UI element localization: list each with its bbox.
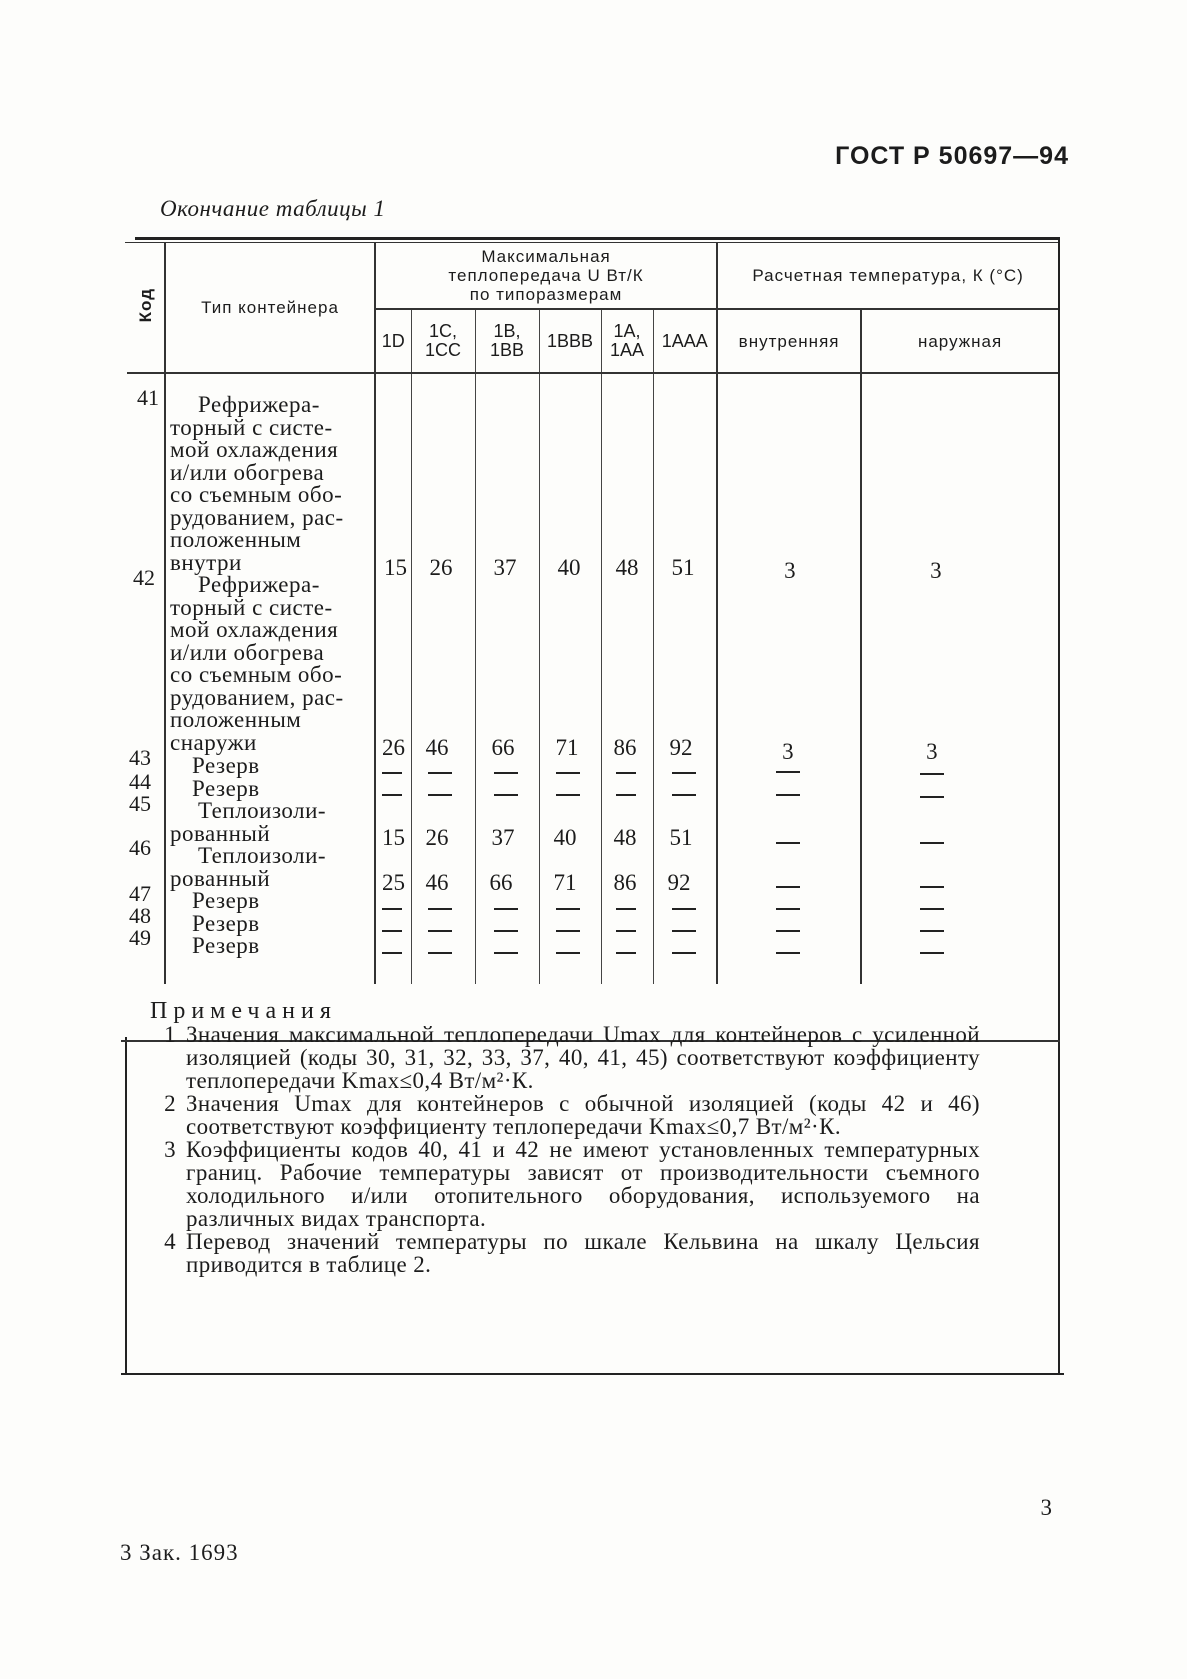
dash-49-1b bbox=[494, 952, 518, 954]
dash-48-1c bbox=[428, 930, 452, 932]
notes bbox=[150, 1000, 980, 1276]
value-45-1a: 48 bbox=[613, 825, 637, 850]
dash-44-1bbb bbox=[556, 794, 580, 796]
dash-49-1bbb bbox=[556, 952, 580, 954]
value-42-1d: 26 bbox=[382, 735, 405, 760]
code-48: 48 bbox=[129, 903, 151, 928]
dash-43-1a bbox=[616, 772, 636, 774]
dash-49-1a bbox=[616, 952, 636, 954]
dash-47-1b bbox=[494, 908, 518, 910]
dash-43-1d bbox=[382, 772, 402, 774]
dash-48-1d bbox=[382, 930, 402, 932]
type-column bbox=[165, 373, 375, 984]
frame-top-rule bbox=[135, 237, 1060, 240]
standard-number: ГОСТ Р 50697—94 bbox=[835, 142, 1069, 170]
type-43: Резерв bbox=[192, 753, 260, 778]
header-size-1aaa: 1ААА bbox=[653, 309, 717, 373]
inner-temp-column bbox=[717, 373, 861, 984]
value-45-1d: 15 bbox=[382, 825, 405, 850]
header-type: Тип контейнера bbox=[165, 243, 375, 373]
page-number: 3 bbox=[1040, 1495, 1052, 1520]
dash-49-1d bbox=[382, 952, 402, 954]
frame-left-rule bbox=[125, 1037, 127, 1373]
header-inner: внутренняя bbox=[717, 309, 861, 373]
dash-49-1c bbox=[428, 952, 452, 954]
dash-43-1aaa bbox=[672, 772, 696, 774]
value-41-1d: 15 bbox=[384, 555, 407, 580]
values-column-1d bbox=[375, 373, 411, 984]
type-41: Рефрижера- торный с систе- мой охлаждения и/или обогрева со съемным обо- рудованием, рас- положенным внутри bbox=[170, 392, 344, 575]
dash-43-outer bbox=[920, 773, 944, 775]
code-42: 42 bbox=[133, 565, 155, 590]
code-46: 46 bbox=[129, 835, 151, 860]
dash-47-1aaa bbox=[672, 908, 696, 910]
dash-47-outer bbox=[920, 908, 944, 910]
value-42-1b: 66 bbox=[491, 735, 515, 760]
header-outer: наружная bbox=[861, 309, 1058, 373]
header-heat-transfer: Максимальная теплопередача U Вт/К по типоразмерам bbox=[375, 243, 717, 309]
inner-41: 3 bbox=[784, 558, 796, 583]
type-45: Теплоизоли- рованный bbox=[170, 798, 327, 846]
code-43: 43 bbox=[129, 745, 151, 770]
frame-right-rule bbox=[1058, 237, 1060, 1373]
note-2: 2 Значения Umax для контейнеров с обычной изоляцией (коды 42 и 46) соответствуют коэффициенту теплопередачи Kmax≤0,7 Вт/м²·К. bbox=[164, 1091, 980, 1139]
type-44: Резерв bbox=[192, 776, 260, 801]
dash-47-1a bbox=[616, 908, 636, 910]
value-41-1a: 48 bbox=[615, 555, 639, 580]
value-46-1b: 66 bbox=[489, 870, 513, 895]
header-code: Код bbox=[127, 243, 165, 373]
outer-temp-column bbox=[861, 373, 1058, 984]
type-47: Резерв bbox=[192, 888, 260, 913]
dash-44-outer bbox=[920, 796, 944, 798]
dash-46-inner bbox=[776, 886, 800, 888]
note-3: 3 Коэффициенты кодов 40, 41 и 42 не имеют установленных температурных границ. Рабочие температуры зависят от производительности съемного холодильного и/или отопительного оборудования, используемого на различных видах транспорта. bbox=[164, 1137, 980, 1231]
type-42: Рефрижера- торный с систе- мой охлаждения и/или обогрева со съемным обо- рудованием, рас- положенным снаружи bbox=[170, 572, 344, 755]
value-41-1b: 37 bbox=[493, 555, 517, 580]
dash-49-1aaa bbox=[672, 952, 696, 954]
dash-47-1c bbox=[428, 908, 452, 910]
order-number: 3 Зак. 1693 bbox=[120, 1540, 239, 1565]
value-45-1bbb: 40 bbox=[553, 825, 577, 850]
outer-42: 3 bbox=[926, 739, 938, 764]
value-45-1aaa: 51 bbox=[669, 825, 693, 850]
code-41: 41 bbox=[137, 385, 159, 410]
dash-48-inner bbox=[776, 930, 800, 932]
dash-48-1a bbox=[616, 930, 636, 932]
note-1: 1 Значения максимальной теплопередачи Umax для контейнеров с усиленной изоляцией (коды 30, 31, 32, 33, 37, 40, 41, 45) соответствуют коэффициенту теплопередачи Kmax≤0,4 Вт/м²·К. bbox=[164, 1022, 980, 1093]
inner-42: 3 bbox=[782, 739, 794, 764]
dash-43-1b bbox=[494, 772, 518, 774]
value-46-1aaa: 92 bbox=[667, 870, 691, 895]
header-size-1d: 1D bbox=[375, 309, 411, 373]
code-47: 47 bbox=[129, 881, 151, 906]
values-column-1c bbox=[411, 373, 475, 984]
code-45: 45 bbox=[129, 791, 151, 816]
value-46-1a: 86 bbox=[613, 870, 637, 895]
type-49: Резерв bbox=[192, 933, 260, 958]
value-42-1c: 46 bbox=[425, 735, 449, 760]
code-column bbox=[127, 373, 165, 984]
dash-45-inner bbox=[776, 842, 800, 844]
table-caption: Окончание таблицы 1 bbox=[160, 196, 386, 221]
value-46-1d: 25 bbox=[382, 870, 405, 895]
value-41-1bbb: 40 bbox=[557, 555, 581, 580]
value-41-1aaa: 51 bbox=[671, 555, 695, 580]
dash-47-1bbb bbox=[556, 908, 580, 910]
values-column-1b bbox=[475, 373, 539, 984]
dash-47-inner bbox=[776, 908, 800, 910]
value-45-1b: 37 bbox=[491, 825, 515, 850]
frame-bottom-rule bbox=[121, 1373, 1064, 1375]
code-44: 44 bbox=[129, 769, 151, 794]
dash-43-1c bbox=[428, 772, 452, 774]
value-42-1aaa: 92 bbox=[669, 735, 693, 760]
header-size-1c: 1С, 1СС bbox=[411, 309, 475, 373]
dash-44-1c bbox=[428, 794, 452, 796]
dash-47-1d bbox=[382, 908, 402, 910]
type-48: Резерв bbox=[192, 911, 260, 936]
dash-44-1aaa bbox=[672, 794, 696, 796]
dash-44-1a bbox=[616, 794, 636, 796]
header-size-1bbb: 1ВВВ bbox=[539, 309, 601, 373]
container-table bbox=[127, 243, 1058, 984]
value-42-1bbb: 71 bbox=[555, 735, 579, 760]
dash-44-1b bbox=[494, 794, 518, 796]
value-45-1c: 26 bbox=[425, 825, 449, 850]
dash-43-1bbb bbox=[556, 772, 580, 774]
header-size-1a: 1А, 1АА bbox=[601, 309, 653, 373]
values-column-1bbb bbox=[539, 373, 601, 984]
values-column-1a bbox=[601, 373, 653, 984]
type-46: Теплоизоли- рованный bbox=[170, 843, 327, 891]
dash-44-inner bbox=[776, 794, 800, 796]
dash-44-1d bbox=[382, 794, 402, 796]
value-41-1c: 26 bbox=[429, 555, 453, 580]
outer-41: 3 bbox=[930, 558, 942, 583]
dash-48-1bbb bbox=[556, 930, 580, 932]
dash-48-outer bbox=[920, 930, 944, 932]
dash-48-1aaa bbox=[672, 930, 696, 932]
dash-49-outer bbox=[920, 952, 944, 954]
dash-46-outer bbox=[920, 886, 944, 888]
dash-48-1b bbox=[494, 930, 518, 932]
header-size-1b: 1В, 1ВВ bbox=[475, 309, 539, 373]
values-column-1aaa bbox=[653, 373, 717, 984]
dash-43-inner bbox=[776, 771, 800, 773]
dash-45-outer bbox=[920, 842, 944, 844]
header-design-temperature: Расчетная температура, К (°С) bbox=[717, 243, 1058, 309]
value-46-1bbb: 71 bbox=[553, 870, 577, 895]
value-46-1c: 46 bbox=[425, 870, 449, 895]
dash-49-inner bbox=[776, 952, 800, 954]
value-42-1a: 86 bbox=[613, 735, 637, 760]
code-49: 49 bbox=[129, 925, 151, 950]
note-4: 4 Перевод значений температуры по шкале Кельвина на шкалу Цельсия приводится в таблице 2. bbox=[164, 1229, 980, 1277]
notes-title: Примечания bbox=[150, 998, 337, 1024]
